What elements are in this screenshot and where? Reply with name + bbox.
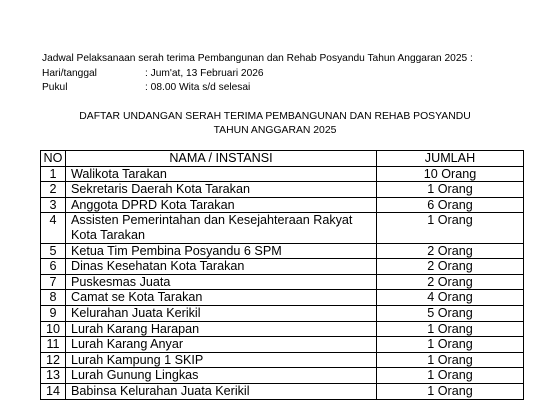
- cell-no: 2: [41, 182, 66, 198]
- cell-jumlah: 1 Orang: [377, 321, 524, 337]
- cell-nama: Ketua Tim Pembina Posyandu 6 SPM: [66, 243, 377, 259]
- table-row: [41, 197, 524, 213]
- cell-nama: Babinsa Kelurahan Juata Kerikil: [66, 383, 377, 399]
- cell-jumlah: 1 Orang: [377, 337, 524, 353]
- cell-jumlah: 2 Orang: [377, 274, 524, 290]
- cell-jumlah: 1 Orang: [377, 182, 524, 198]
- cell-no: 13: [41, 368, 66, 384]
- header-nama: NAMA / INSTANSI: [66, 151, 377, 167]
- header-no: NO: [41, 151, 66, 167]
- time-row: [42, 81, 473, 96]
- table-row: [41, 182, 524, 198]
- cell-nama: Sekretaris Daerah Kota Tarakan: [66, 182, 377, 198]
- document-title: [30, 110, 520, 138]
- cell-no: 10: [41, 321, 66, 337]
- cell-jumlah: 10 Orang: [377, 166, 524, 182]
- time-label: Pukul: [42, 82, 68, 93]
- cell-jumlah: 6 Orang: [377, 197, 524, 213]
- title-line-1: DAFTAR UNDANGAN SERAH TERIMA PEMBANGUNAN DAN REHAB POSYANDU: [79, 111, 471, 122]
- cell-jumlah: 2 Orang: [377, 243, 524, 259]
- cell-nama: Camat se Kota Tarakan: [66, 290, 377, 306]
- cell-no: 14: [41, 383, 66, 399]
- cell-nama: Lurah Karang Harapan: [66, 321, 377, 337]
- cell-nama: Puskesmas Juata: [66, 274, 377, 290]
- cell-nama: Lurah Karang Anyar: [66, 337, 377, 353]
- cell-jumlah: 4 Orang: [377, 290, 524, 306]
- schedule-line: Jadwal Pelaksanaan serah terima Pembangunan dan Rehab Posyandu Tahun Anggaran 2025 :: [42, 53, 473, 64]
- date-row: [42, 67, 473, 82]
- cell-no: 6: [41, 259, 66, 275]
- cell-jumlah: 1 Orang: [377, 352, 524, 368]
- header-jumlah: JUMLAH: [377, 151, 524, 167]
- table-row: [41, 290, 524, 306]
- cell-no: 8: [41, 290, 66, 306]
- cell-nama: Lurah Gunung Lingkas: [66, 368, 377, 384]
- table-row: [41, 213, 524, 243]
- table-row: [41, 243, 524, 259]
- cell-no: 3: [41, 197, 66, 213]
- schedule-info: [42, 52, 473, 96]
- cell-nama: Assisten Pemerintahan dan Kesejahteraan Rakyat Kota Tarakan: [66, 213, 377, 243]
- title-line-2: TAHUN ANGGARAN 2025: [213, 125, 337, 136]
- table-row: [41, 274, 524, 290]
- table-row: [41, 352, 524, 368]
- cell-jumlah: 1 Orang: [377, 383, 524, 399]
- table-row: [41, 259, 524, 275]
- table-row: [41, 368, 524, 384]
- cell-nama: Lurah Kampung 1 SKIP: [66, 352, 377, 368]
- table-row: [41, 166, 524, 182]
- cell-nama: Anggota DPRD Kota Tarakan: [66, 197, 377, 213]
- cell-jumlah: 1 Orang: [377, 368, 524, 384]
- date-label: Hari/tanggal: [42, 67, 97, 79]
- cell-jumlah: 5 Orang: [377, 305, 524, 321]
- cell-no: 12: [41, 352, 66, 368]
- cell-no: 7: [41, 274, 66, 290]
- table-body: [41, 166, 524, 399]
- table-row: [41, 305, 524, 321]
- cell-nama: Walikota Tarakan: [66, 166, 377, 182]
- table-row: [41, 337, 524, 353]
- cell-no: 4: [41, 213, 66, 243]
- date-value: : Jum'at, 13 Februari 2026: [145, 67, 264, 79]
- invitation-table: [40, 150, 524, 400]
- cell-nama: Kelurahan Juata Kerikil: [66, 305, 377, 321]
- cell-no: 9: [41, 305, 66, 321]
- table-row: [41, 383, 524, 399]
- cell-jumlah: 1 Orang: [377, 213, 524, 243]
- table-header-row: [41, 151, 524, 167]
- cell-no: 11: [41, 337, 66, 353]
- cell-jumlah: 2 Orang: [377, 259, 524, 275]
- cell-nama: Dinas Kesehatan Kota Tarakan: [66, 259, 377, 275]
- time-value: : 08.00 Wita s/d selesai: [145, 82, 251, 93]
- table-row: [41, 321, 524, 337]
- cell-no: 5: [41, 243, 66, 259]
- cell-no: 1: [41, 166, 66, 182]
